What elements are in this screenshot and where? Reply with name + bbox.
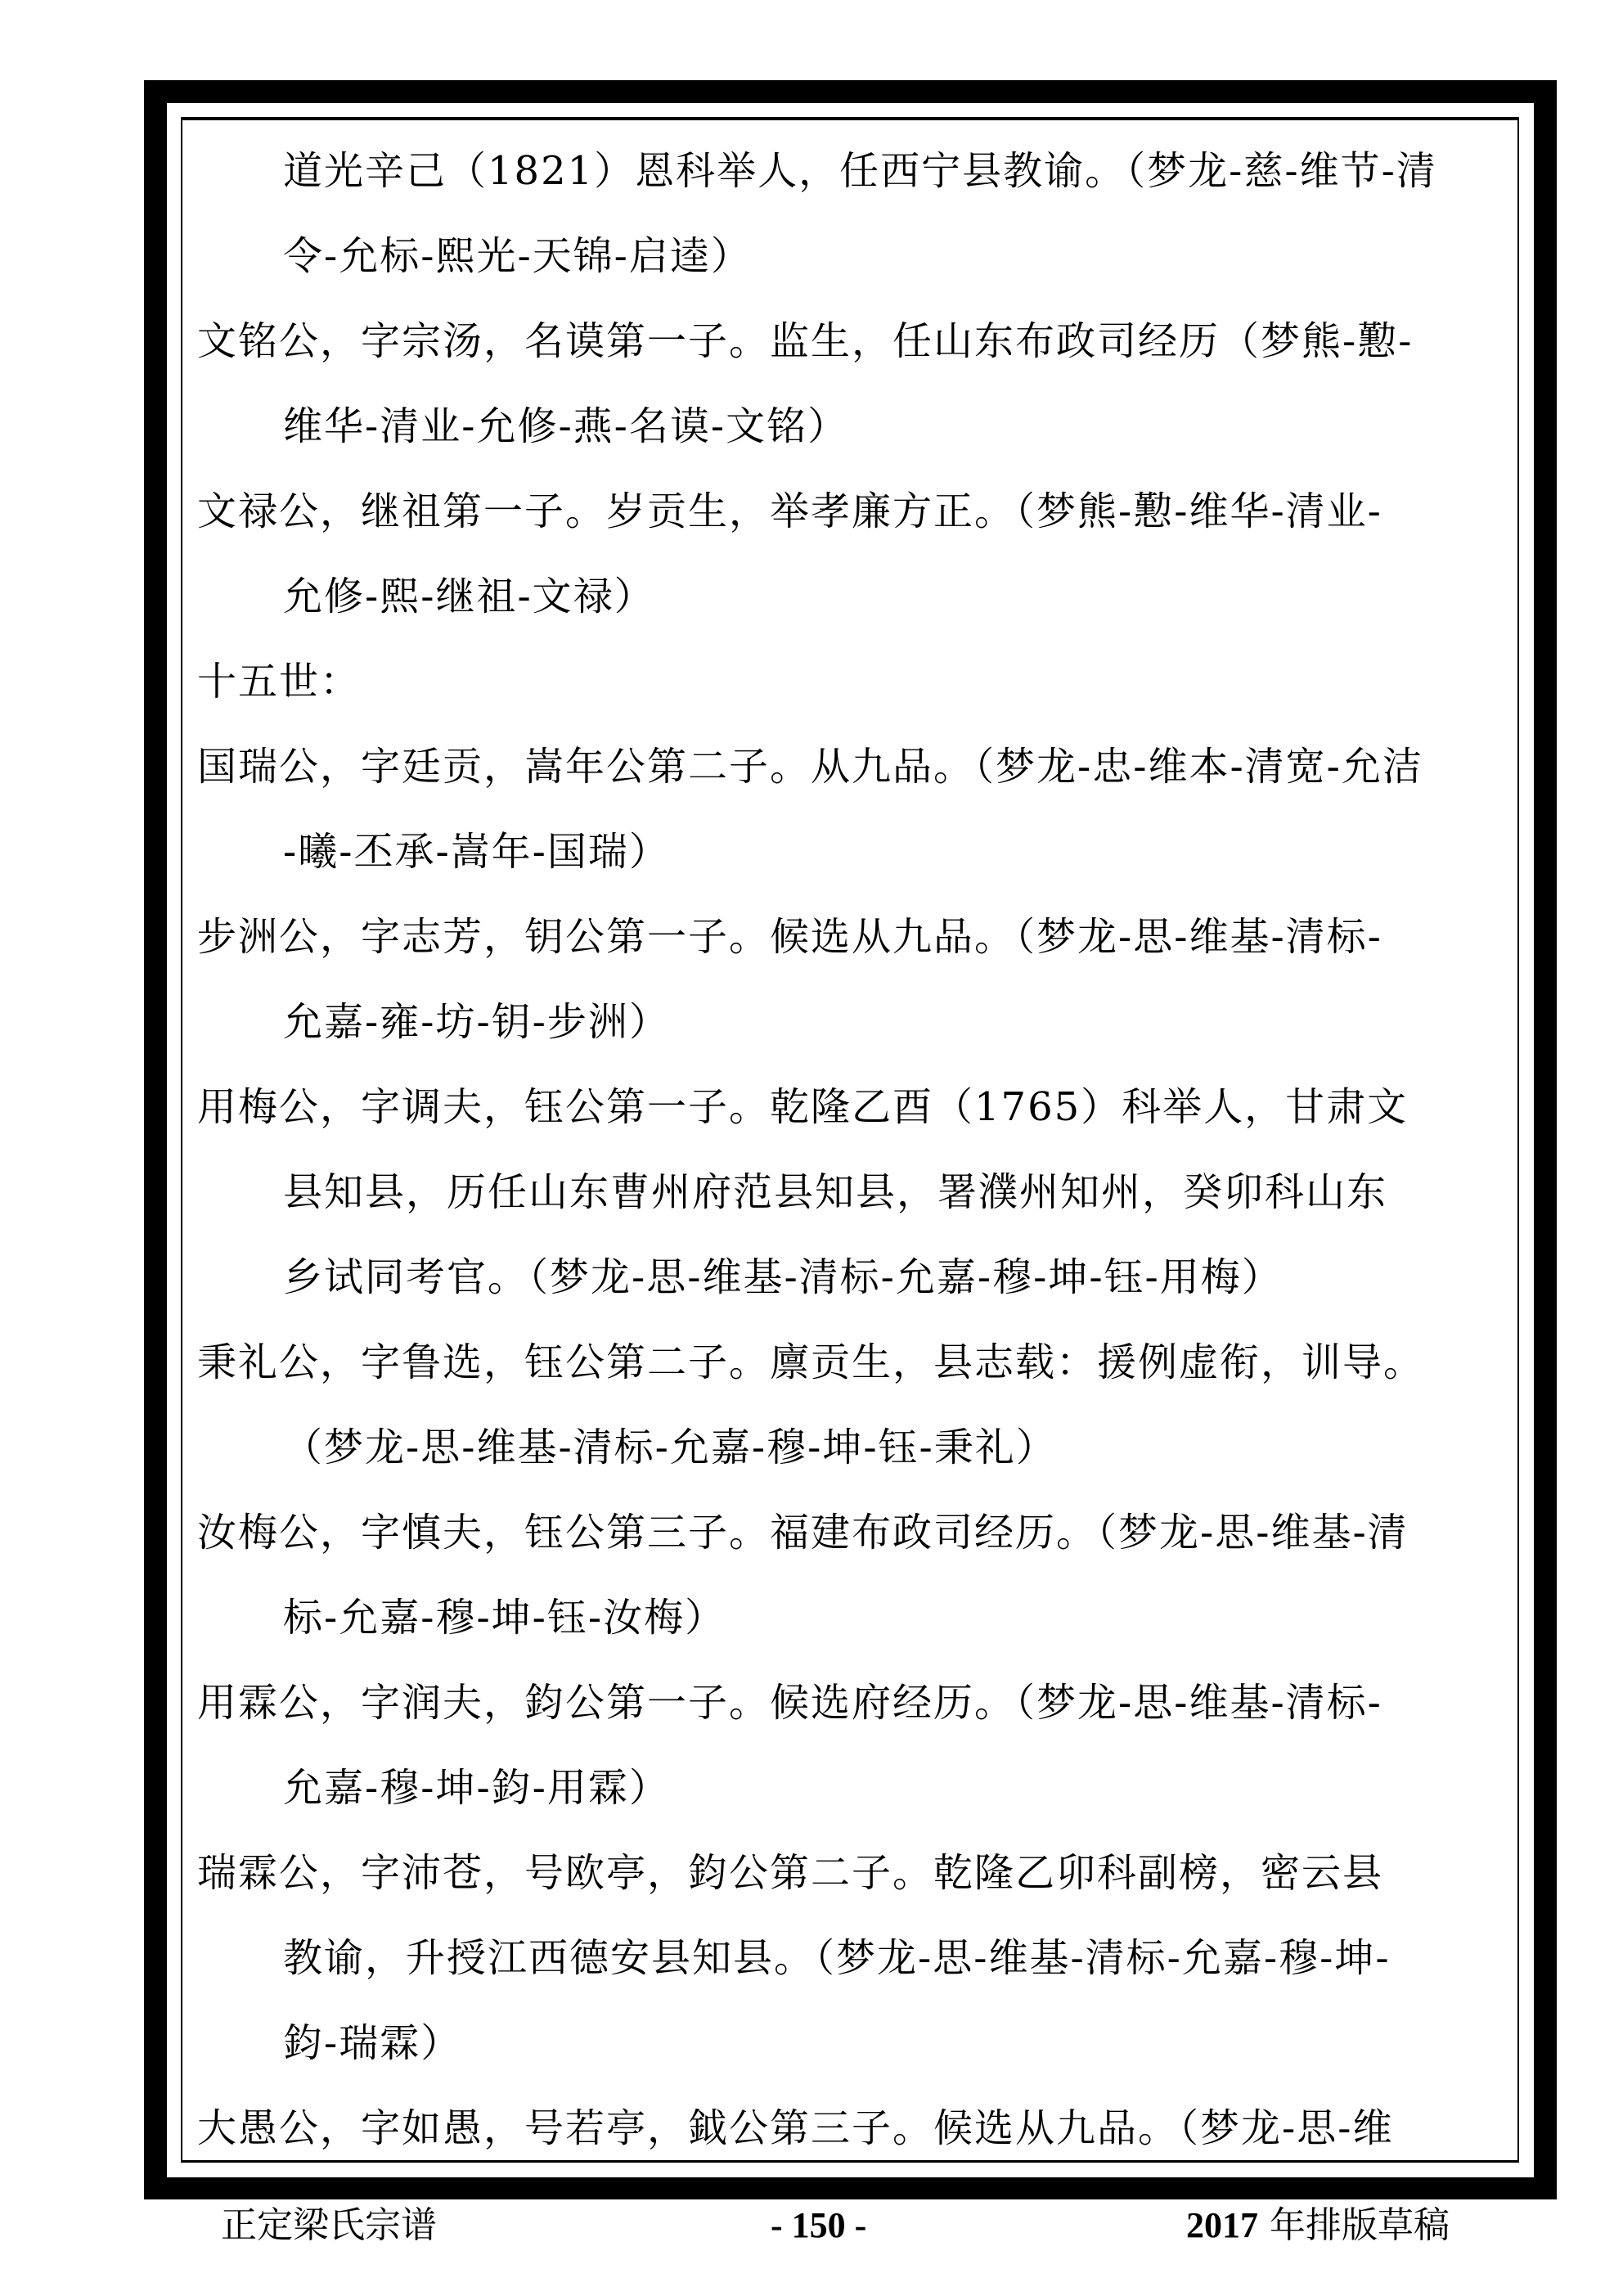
- text-line: 鈞-瑞霖）: [283, 2020, 462, 2066]
- footer-draft-note: [1186, 2201, 1450, 2250]
- text-line: 乡试同考官。（梦龙-思-维基-清标-允嘉-穆-坤-钰-用梅）: [283, 1254, 1283, 1300]
- entry-line: 国瑞公，字廷贡，嵩年公第二子。从九品。（梦龙-忠-维本-清宽-允洁: [197, 744, 1423, 790]
- text-line: （梦龙-思-维基-清标-允嘉-穆-坤-钰-秉礼）: [283, 1425, 1057, 1470]
- text-line: 允嘉-雍-坊-钥-步洲）: [283, 999, 670, 1045]
- page-footer: [0, 2201, 1623, 2250]
- text-line: 令-允标-熙光-天锦-启逵）: [283, 233, 752, 279]
- entry-line: 用霖公，字润夫，鈞公第一子。候选府经历。（梦龙-思-维基-清标-: [197, 1680, 1382, 1726]
- footer-draft-label: 年排版草稿: [1258, 2204, 1450, 2246]
- text-line: 教谕，升授江西德安县知县。（梦龙-思-维基-清标-允嘉-穆-坤-: [283, 1935, 1391, 1981]
- text-line: 允嘉-穆-坤-鈞-用霖）: [283, 1765, 670, 1811]
- text-line: 标-允嘉-穆-坤-钰-汝梅）: [283, 1595, 726, 1641]
- footer-draft-year: 2017: [1186, 2205, 1258, 2245]
- text-line: 道光辛己（1821）恩科举人，任西宁县教谕。（梦龙-慈-维节-清: [283, 148, 1437, 194]
- footer-page-number: - 150 -: [771, 2205, 867, 2245]
- text-line: 允修-熙-继祖-文禄）: [283, 574, 655, 619]
- entry-line: 秉礼公，字鲁选，钰公第二子。廪贡生，县志载：援例虚衔，训导。: [197, 1339, 1425, 1385]
- text-line: 县知县，历任山东曹州府范县知县，署濮州知州，癸卯科山东: [283, 1169, 1388, 1215]
- footer-book-title: 正定梁氏宗谱: [221, 2204, 437, 2246]
- entry-line: 大愚公，字如愚，号若亭，鉞公第三子。候选从九品。（梦龙-思-维: [197, 2105, 1394, 2151]
- text-box: [181, 117, 1519, 2163]
- entry-line: 用梅公，字调夫，钰公第一子。乾隆乙酉（1765）科举人，甘肃文: [197, 1084, 1409, 1130]
- text-line: 维华-清业-允修-燕-名谟-文铭）: [283, 403, 849, 449]
- entry-line: 汝梅公，字慎夫，钰公第三子。福建布政司经历。（梦龙-思-维基-清: [197, 1510, 1409, 1555]
- entry-line: 文铭公，字宗汤，名谟第一子。监生，任山东布政司经历（梦熊-懃-: [197, 318, 1414, 364]
- entry-line: 瑞霖公，字沛苍，号欧亭，鈞公第二子。乾隆乙卯科副榜，密云县: [197, 1850, 1384, 1896]
- generation-heading: 十五世：: [197, 659, 362, 705]
- entry-line: 步洲公，字志芳，钥公第一子。候选从九品。（梦龙-思-维基-清标-: [197, 914, 1382, 960]
- genealogy-content: [197, 128, 1490, 2163]
- text-line: -曦-丕承-嵩年-国瑞）: [283, 829, 670, 875]
- entry-line: 文禄公，继祖第一子。岁贡生，举孝廉方正。（梦熊-懃-维华-清业-: [197, 488, 1382, 534]
- page-border-frame: [144, 80, 1557, 2199]
